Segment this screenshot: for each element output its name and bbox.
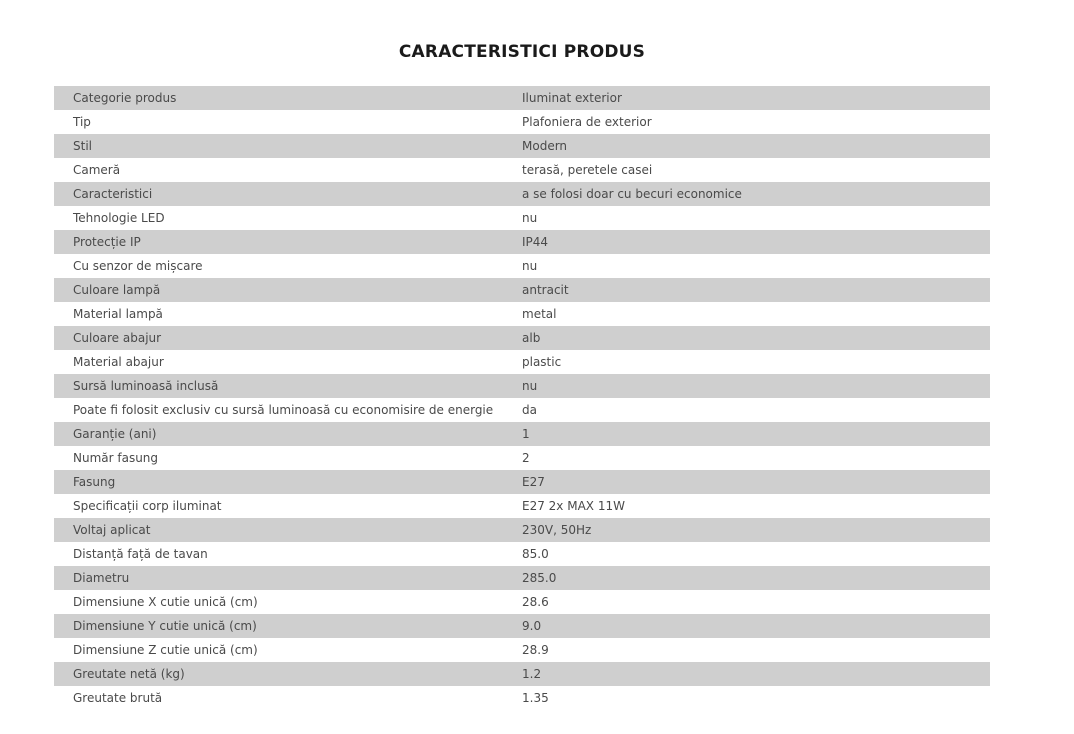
spec-label: Fasung bbox=[54, 470, 522, 494]
spec-label: Cameră bbox=[54, 158, 522, 182]
spec-label: Categorie produs bbox=[54, 86, 522, 110]
spec-row bbox=[54, 686, 990, 710]
spec-row bbox=[54, 110, 990, 134]
spec-value: IP44 bbox=[522, 230, 990, 254]
spec-label: Specificații corp iluminat bbox=[54, 494, 522, 518]
spec-label: Culoare abajur bbox=[54, 326, 522, 350]
page-title: CARACTERISTICI PRODUS bbox=[398, 42, 646, 63]
spec-row bbox=[54, 206, 990, 230]
spec-value: 9.0 bbox=[522, 614, 990, 638]
spec-label: Greutate netă (kg) bbox=[54, 662, 522, 686]
spec-label: Protecție IP bbox=[54, 230, 522, 254]
spec-label: Garanție (ani) bbox=[54, 422, 522, 446]
spec-label: Diametru bbox=[54, 566, 522, 590]
spec-label: Culoare lampă bbox=[54, 278, 522, 302]
spec-row bbox=[54, 446, 990, 470]
spec-value: 28.6 bbox=[522, 590, 990, 614]
spec-value: alb bbox=[522, 326, 990, 350]
spec-value: 230V, 50Hz bbox=[522, 518, 990, 542]
spec-value: terasă, peretele casei bbox=[522, 158, 990, 182]
spec-value: 1 bbox=[522, 422, 990, 446]
spec-value: E27 2x MAX 11W bbox=[522, 494, 990, 518]
spec-label: Dimensiune X cutie unică (cm) bbox=[54, 590, 522, 614]
spec-row bbox=[54, 662, 990, 686]
spec-label: Dimensiune Z cutie unică (cm) bbox=[54, 638, 522, 662]
spec-row bbox=[54, 590, 990, 614]
spec-value: a se folosi doar cu becuri economice bbox=[522, 182, 990, 206]
spec-value: nu bbox=[522, 206, 990, 230]
spec-value: Iluminat exterior bbox=[522, 86, 990, 110]
spec-row bbox=[54, 398, 990, 422]
spec-label: Dimensiune Y cutie unică (cm) bbox=[54, 614, 522, 638]
spec-row bbox=[54, 254, 990, 278]
spec-value: antracit bbox=[522, 278, 990, 302]
spec-value: 1.2 bbox=[522, 662, 990, 686]
spec-row bbox=[54, 614, 990, 638]
spec-row bbox=[54, 422, 990, 446]
spec-value: da bbox=[522, 398, 990, 422]
spec-row bbox=[54, 350, 990, 374]
spec-value: E27 bbox=[522, 470, 990, 494]
spec-value: Modern bbox=[522, 134, 990, 158]
spec-label: Voltaj aplicat bbox=[54, 518, 522, 542]
spec-row bbox=[54, 134, 990, 158]
spec-label: Poate fi folosit exclusiv cu sursă luminoasă cu economisire de energie bbox=[54, 398, 522, 422]
spec-label: Material abajur bbox=[54, 350, 522, 374]
spec-row bbox=[54, 374, 990, 398]
product-specs-table bbox=[54, 86, 990, 710]
spec-label: Greutate brută bbox=[54, 686, 522, 710]
spec-value: 2 bbox=[522, 446, 990, 470]
spec-row bbox=[54, 542, 990, 566]
spec-value: nu bbox=[522, 254, 990, 278]
spec-value: plastic bbox=[522, 350, 990, 374]
spec-row bbox=[54, 182, 990, 206]
spec-row bbox=[54, 638, 990, 662]
spec-row bbox=[54, 302, 990, 326]
spec-value: 28.9 bbox=[522, 638, 990, 662]
spec-label: Sursă luminoasă inclusă bbox=[54, 374, 522, 398]
spec-value: 85.0 bbox=[522, 542, 990, 566]
spec-row bbox=[54, 230, 990, 254]
spec-row bbox=[54, 566, 990, 590]
spec-value: Plafoniera de exterior bbox=[522, 110, 990, 134]
spec-label: Distanță față de tavan bbox=[54, 542, 522, 566]
spec-row bbox=[54, 86, 990, 110]
spec-label: Stil bbox=[54, 134, 522, 158]
spec-row bbox=[54, 494, 990, 518]
specs-table-body bbox=[54, 86, 990, 710]
spec-value: 285.0 bbox=[522, 566, 990, 590]
spec-label: Caracteristici bbox=[54, 182, 522, 206]
spec-row bbox=[54, 518, 990, 542]
spec-value: metal bbox=[522, 302, 990, 326]
spec-label: Tehnologie LED bbox=[54, 206, 522, 230]
spec-row bbox=[54, 470, 990, 494]
spec-row bbox=[54, 158, 990, 182]
spec-value: 1.35 bbox=[522, 686, 990, 710]
spec-label: Material lampă bbox=[54, 302, 522, 326]
spec-label: Tip bbox=[54, 110, 522, 134]
spec-label: Număr fasung bbox=[54, 446, 522, 470]
spec-label: Cu senzor de mișcare bbox=[54, 254, 522, 278]
spec-row bbox=[54, 278, 990, 302]
spec-value: nu bbox=[522, 374, 990, 398]
spec-row bbox=[54, 326, 990, 350]
